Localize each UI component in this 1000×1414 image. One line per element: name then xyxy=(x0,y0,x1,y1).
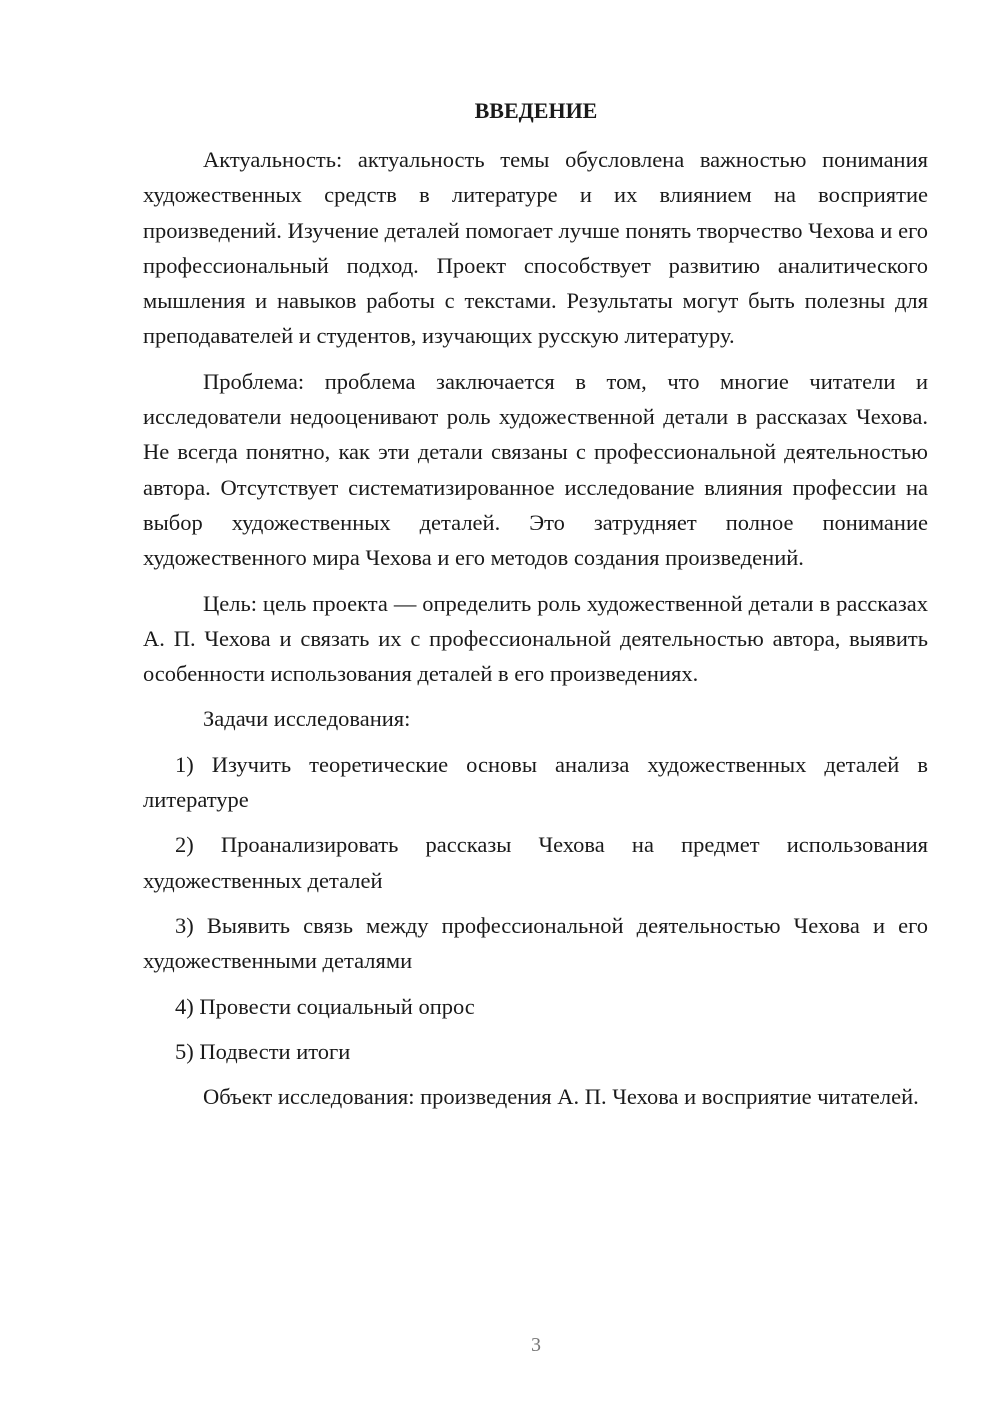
body-text xyxy=(143,142,928,1124)
paragraph-problem: Проблема: проблема заключается в том, что многие читатели и исследователи недооценивают роль художественной детали в рассказах Чехова. Не всегда понятно, как эти детали связаны с профессиональной деятельностью автора. Отсутствует систематизированное исследование влияния профессии на выбор художественных деталей. Это затрудняет полное понимание художественного мира Чехова и его методов создания произведений. xyxy=(143,368,928,571)
section-heading: ВВЕДЕНИЕ xyxy=(474,98,598,123)
task-item-3: 3) Выявить связь между профессиональной деятельностью Чехова и его художественными деталями xyxy=(143,912,928,974)
task-item-2: 2) Проанализировать рассказы Чехова на предмет использования художественных деталей xyxy=(143,832,928,893)
paragraph-object: Объект исследования: произведения А. П. Чехова и восприятие читателей. xyxy=(203,1084,919,1110)
task-item-1: 1) Изучить теоретические основы анализа художественных деталей в литературе xyxy=(143,751,928,813)
task-item-5: 5) Подвести итоги xyxy=(175,1038,351,1064)
paragraph-relevance: Актуальность: актуальность темы обусловлена важностью понимания художественных средств в литературе и их влиянием на восприятие произведений. Изучение деталей помогает лучше понять творчество Чехова и его профессиональный подход. Проект способствует развитию аналитического мышления и навыков работы с текстами. Результаты могут быть полезны для преподавателей и студентов, изучающих русскую литературу. xyxy=(143,147,928,349)
task-item-4: 4) Провести социальный опрос xyxy=(175,993,475,1019)
paragraph-tasks-heading: Задачи исследования: xyxy=(203,706,411,732)
paragraph-goal: Цель: цель проекта — определить роль художественной детали в рассказах А. П. Чехова и связать их с профессиональной деятельностью автора, выявить особенности использования деталей в его произведениях. xyxy=(143,590,928,687)
page-number: 3 xyxy=(531,1334,541,1356)
